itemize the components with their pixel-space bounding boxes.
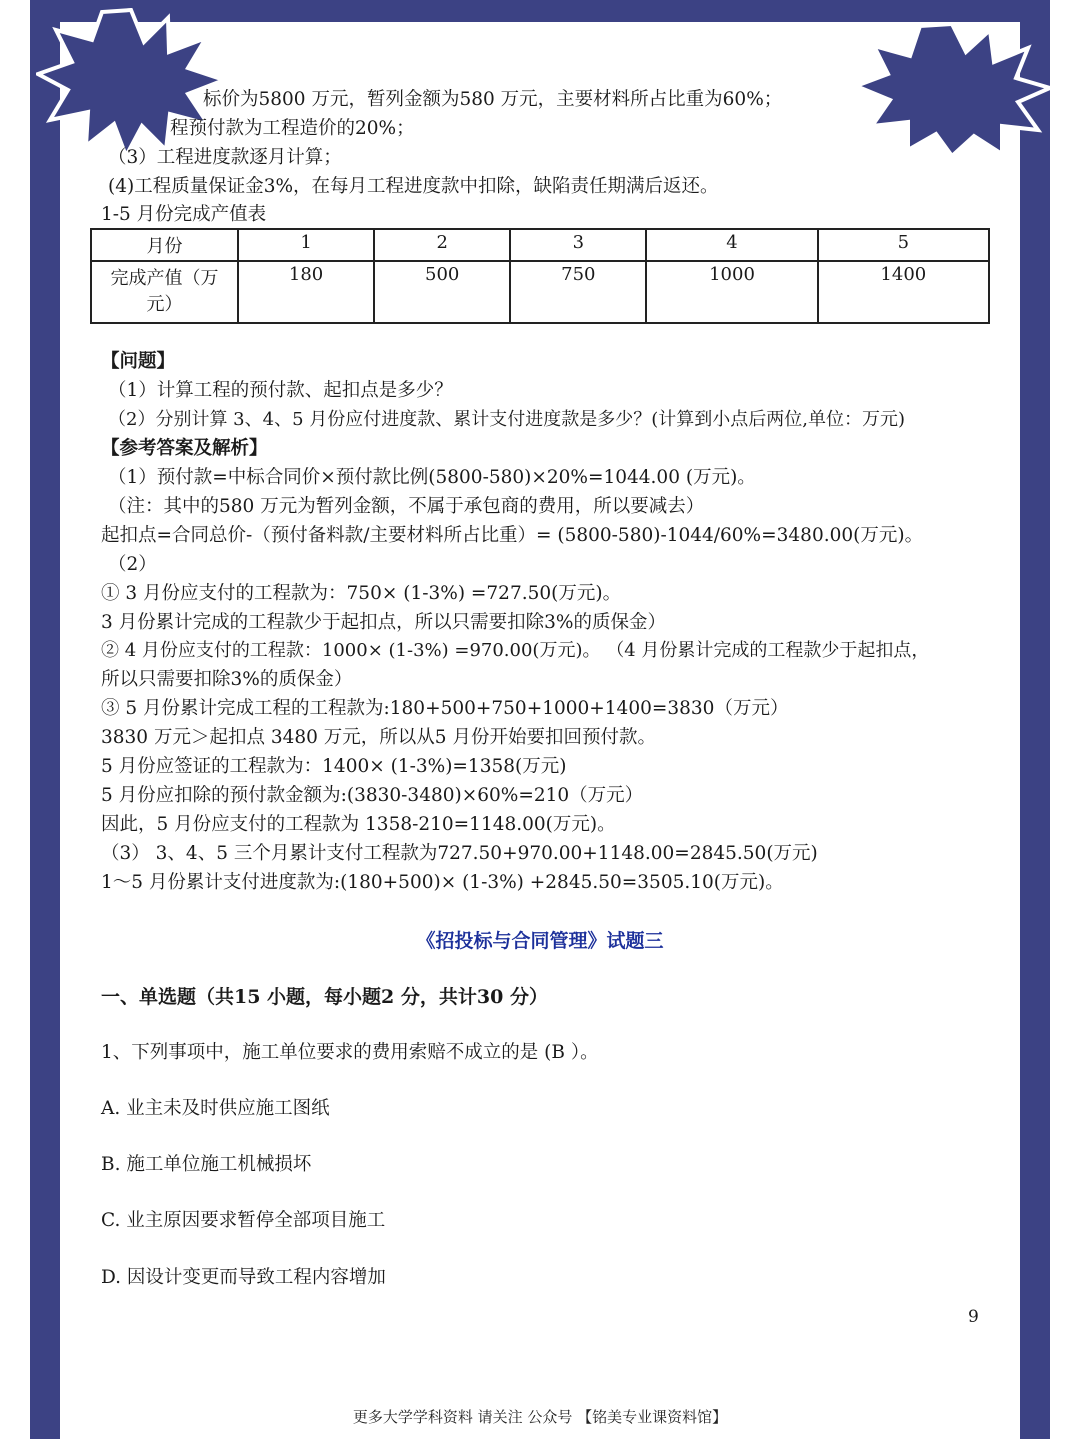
page-number: 9 [968, 1307, 979, 1327]
mcq-option-a: A. 业主未及时供应施工图纸 [101, 1098, 330, 1119]
section-title: 《招投标与合同管理》试题三 [416, 930, 664, 952]
table-header-cell: 5 [818, 229, 989, 261]
table-row-label [91, 261, 238, 323]
answer-heading: 【参考答案及解析】 [101, 438, 268, 459]
table-cell: 1400 [818, 261, 989, 323]
questions-heading: 【问题】 [101, 351, 176, 372]
answer-line: （2） [108, 554, 157, 575]
footer-text: 更多大学学科资料 请关注 公众号 【铭美专业课资料馆】 [352, 1408, 728, 1426]
table-cell: 750 [510, 261, 646, 323]
intro-line-3: （3）工程进度款逐月计算； [108, 147, 342, 168]
answer-line: （注：其中的580 万元为暂列金额，不属于承包商的费用，所以要减去） [108, 496, 705, 517]
table-caption: 1-5 月份完成产值表 [101, 204, 267, 225]
table-row-label-line2: 元） [146, 294, 183, 315]
answer-line: 3 月份累计完成的工程款少于起扣点，所以只需要扣除3%的质保金） [101, 612, 667, 633]
answer-line: ③ 5 月份累计完成工程的工程款为:180+500+750+1000+1400=3830（万元） [101, 698, 789, 719]
table-header-cell: 2 [374, 229, 510, 261]
answer-line: 5 月份应签证的工程款为：1400× (1-3%)=1358(万元) [101, 756, 567, 777]
table-header-cell: 1 [238, 229, 374, 261]
intro-line-1: 标价为5800 万元，暂列金额为580 万元，主要材料所占比重为60%； [203, 89, 783, 110]
answer-line: 3830 万元＞起扣点 3480 万元，所以从5 月份开始要扣回预付款。 [101, 727, 656, 748]
answer-line: 1～5 月份累计支付进度款为:(180+500)× (1-3%) +2845.50=3505.10(万元)。 [101, 872, 784, 893]
question-2: （2）分别计算 3、4、5 月份应付进度款、累计支付进度款是多少？(计算到小点后两位,单位：万元) [108, 409, 906, 430]
answer-line: 因此，5 月份应支付的工程款为 1358-210=1148.00(万元)。 [101, 814, 616, 835]
table-row-label-line1: 完成产值（万 [110, 268, 219, 289]
table-header-cell: 月份 [91, 229, 238, 261]
answer-line: 5 月份应扣除的预付款金额为:(3830-3480)×60%=210（万元） [101, 785, 644, 806]
table-cell: 180 [238, 261, 374, 323]
mcq-stem: 1、下列事项中，施工单位要求的费用索赔不成立的是 (B ）。 [101, 1042, 599, 1063]
star-badge-right-icon [852, 22, 1052, 157]
intro-line-2: 程预付款为工程造价的20%； [170, 118, 415, 139]
table-row [91, 229, 989, 261]
mcq-option-c: C. 业主原因要求暂停全部项目施工 [101, 1210, 386, 1231]
section-heading: 一、单选题（共15 小题，每小题2 分，共计30 分） [101, 986, 548, 1008]
answer-line: 起扣点=合同总价-（预付备料款/主要材料所占比重）= (5800-580)-1044/60%=3480.00(万元)。 [101, 525, 924, 546]
table-cell: 500 [374, 261, 510, 323]
table-cell: 1000 [646, 261, 817, 323]
intro-line-4: (4)工程质量保证金3%，在每月工程进度款中扣除，缺陷责任期满后返还。 [108, 176, 719, 197]
table-header-cell: 4 [646, 229, 817, 261]
question-1: （1）计算工程的预付款、起扣点是多少？ [108, 380, 453, 401]
table-row [91, 261, 989, 323]
production-table [90, 228, 990, 324]
answer-line: ① 3 月份应支付的工程款为：750× (1-3%) =727.50(万元)。 [101, 583, 622, 604]
answer-line: （3） 3、4、5 三个月累计支付工程款为727.50+970.00+1148.00=2845.50(万元) [101, 843, 818, 864]
mcq-option-d: D. 因设计变更而导致工程内容增加 [101, 1267, 386, 1288]
table-header-cell: 3 [510, 229, 646, 261]
answer-line: ② 4 月份应支付的工程款：1000× (1-3%) =970.00(万元)。 （4 月份累计完成的工程款少于起扣点， [101, 640, 930, 661]
mcq-option-b: B. 施工单位施工机械损坏 [101, 1154, 312, 1175]
answer-line: 所以只需要扣除3%的质保金） [101, 669, 353, 690]
answer-line: （1）预付款=中标合同价×预付款比例(5800-580)×20%=1044.00 (万元)。 [108, 467, 756, 488]
